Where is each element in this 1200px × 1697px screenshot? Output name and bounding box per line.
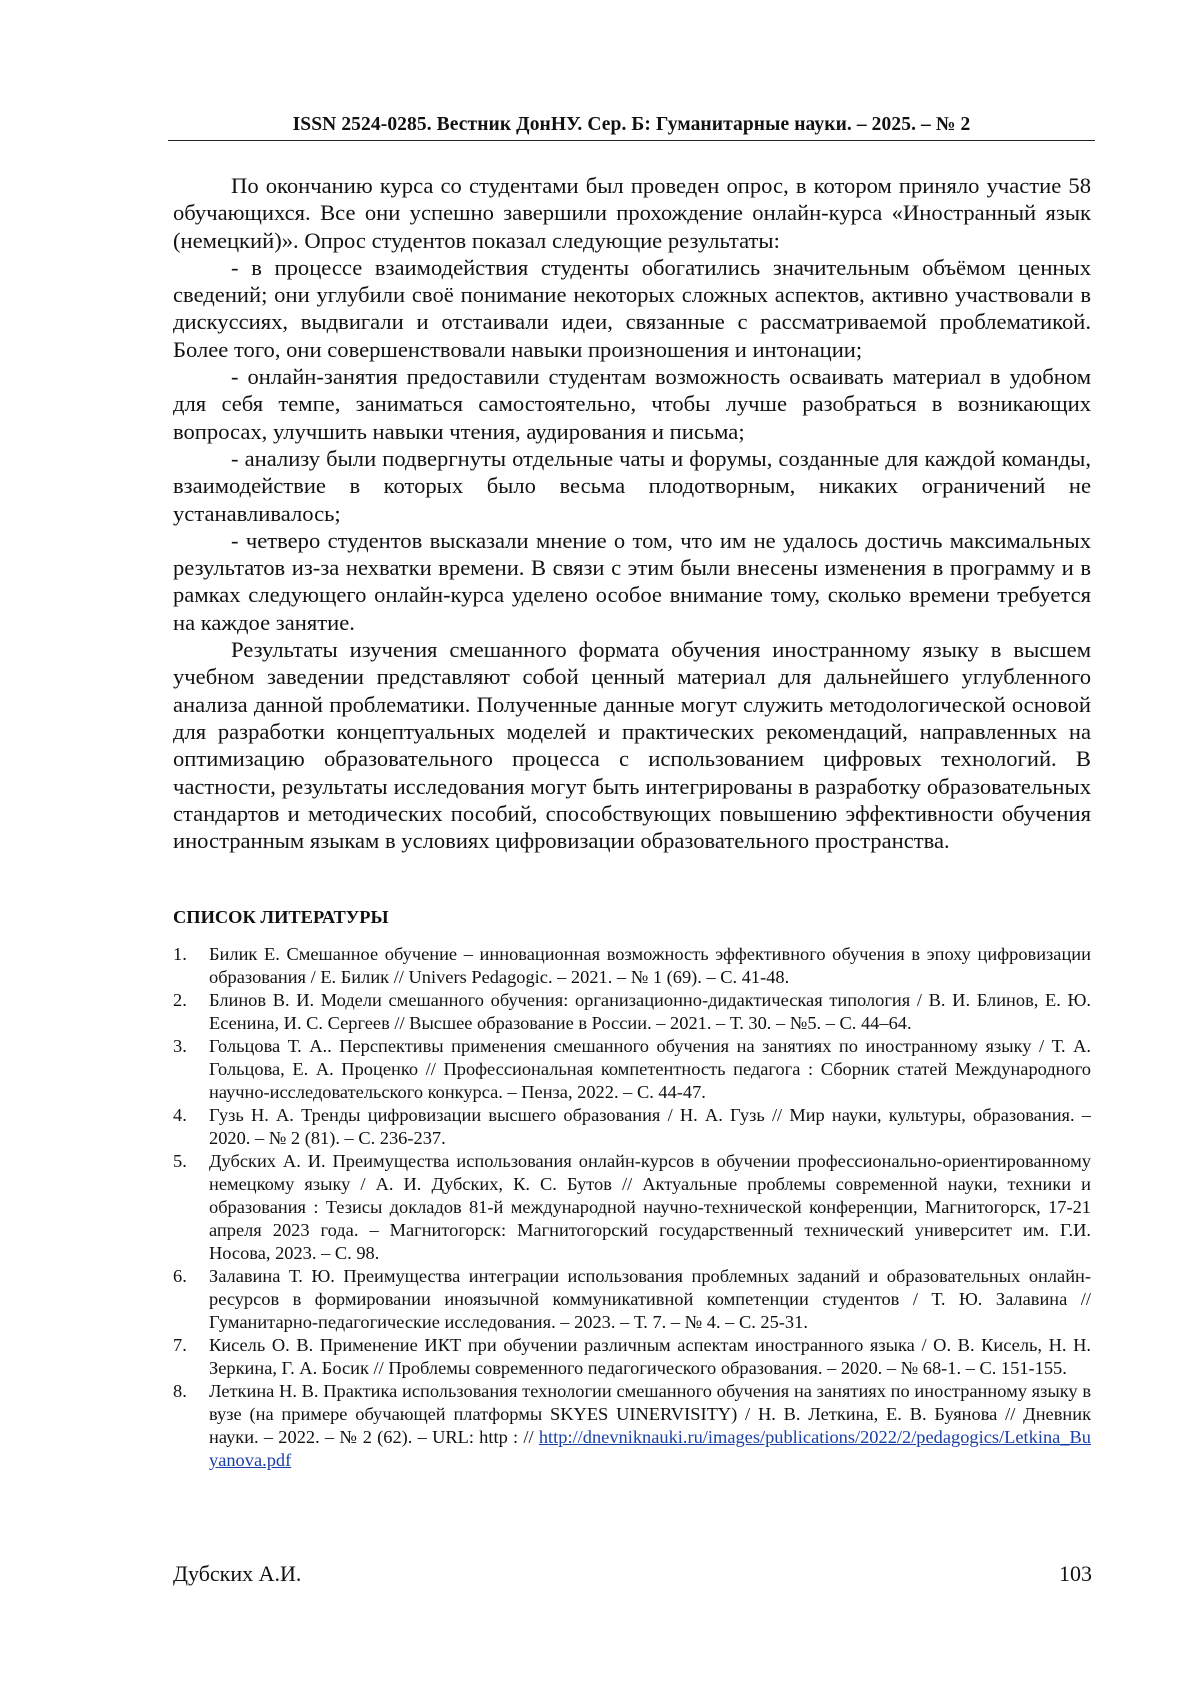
paragraph-result-online-pace: - онлайн-занятия предоставили студентам возможность осваивать материал в удобном для себя темпе, заниматься самостоятельно, чтобы лучше разобраться в возникающих вопросах, улучшить навыки чтения, аудирования и письма; [173, 364, 1091, 444]
reference-text: Леткина Н. В. Практика использования технологии смешанного обучения на занятиях по иностранному языку в вузе (на примере обучающей платформы SKYES UINERVISITY) / Н. В. Леткина, Е. В. Буянова // Дневник науки. – 2022. – № 2 (62). – URL: http : // [209, 1381, 1091, 1447]
reference-text: Кисель О. В. Применение ИКТ при обучении различным аспектам иностранного языка / О. В. Кисель, Н. Н. Зеркина, Г. А. Босик // Проблемы современного педагогического образования. – 2020. – № 68-1. – С. 151-155. [209, 1335, 1091, 1378]
article-body [173, 172, 1091, 854]
reference-item [173, 943, 1091, 989]
paragraph-result-time: - четверо студентов высказали мнение о том, что им не удалось достичь максимальных результатов из-за нехватки времени. В связи с этим были внесены изменения в программу и в рамках следующего онлайн-курса уделено особое внимание тому, сколько времени требуется на каждое занятие. [173, 527, 1091, 635]
reference-number: 6. [173, 1266, 187, 1286]
reference-url-link[interactable]: http://dnevniknauki.ru/images/publications/2022/2/pedagogics/Letkina_Buyanova.pdf [209, 1427, 1091, 1470]
reference-number: 3. [173, 1036, 187, 1056]
reference-text: Залавина Т. Ю. Преимущества интеграции использования проблемных заданий и образовательных онлайн-ресурсов в формировании иноязычной коммуникативной компетенции студентов / Т. Ю. Залавина // Гуманитарно-педагогические исследования. – 2023. – Т. 7. – № 4. – С. 25-31. [209, 1266, 1091, 1332]
header-rule [168, 140, 1095, 141]
references-title: СПИСОК ЛИТЕРАТУРЫ [173, 907, 389, 927]
reference-text: Блинов В. И. Модели смешанного обучения: организационно-дидактическая типология / В. И. Блинов, Е. Ю. Есенина, И. С. Сергеев // Высшее образование в России. – 2021. – Т. 30. – №5. – С. 44–64. [209, 990, 1091, 1033]
references-list [173, 943, 1091, 1472]
reference-text: Гольцова Т. А.. Перспективы применения смешанного обучения на занятиях по иностранному языку / Т. А. Гольцова, Е. А. Проценко // Профессиональная компетентность педагога : Сборник статей Международного научно-исследовательского конкурса. – Пенза, 2022. – С. 44-47. [209, 1036, 1091, 1102]
reference-number: 8. [173, 1381, 187, 1401]
footer-author: Дубских А.И. [173, 1561, 302, 1586]
paragraph-result-interaction: - в процессе взаимодействия студенты обогатились значительным объёмом ценных сведений; они углубили своё понимание некоторых сложных аспектов, активно участвовали в дискуссиях, выдвигали и отстаивали идеи, связанные с рассматриваемой проблематикой. Более того, они совершенствовали навыки произношения и интонации; [173, 254, 1091, 362]
reference-number: 5. [173, 1151, 187, 1171]
reference-text: Дубских А. И. Преимущества использования онлайн-курсов в обучении профессионально-ориентированному немецкому языку / А. И. Дубских, К. С. Бутов // Актуальные проблемы современной науки, техники и образования : Тезисы докладов 81-й международной научно-технической конференции, Магнитогорск, 17-21 апреля 2023 года. – Магнитогорск: Магнитогорский государственный технический университет им. Г.И. Носова, 2023. – С. 98. [209, 1151, 1091, 1263]
journal-header: ISSN 2524-0285. Вестник ДонНУ. Сер. Б: Гуманитарные науки. – 2025. – № 2 [292, 114, 971, 135]
reference-item [173, 1150, 1091, 1265]
reference-item [173, 1265, 1091, 1334]
reference-number: 4. [173, 1105, 187, 1125]
reference-item [173, 1380, 1091, 1472]
reference-item [173, 1104, 1091, 1150]
reference-text: Билик Е. Смешанное обучение – инновационная возможность эффективного обучения в эпоху цифровизации образования / Е. Билик // Univers Pedagogic. – 2021. – № 1 (69). – С. 41-48. [209, 944, 1091, 987]
reference-text: Гузь Н. А. Тренды цифровизации высшего образования / Н. А. Гузь // Мир науки, культуры, образования. – 2020. – № 2 (81). – С. 236-237. [209, 1105, 1091, 1148]
reference-item [173, 989, 1091, 1035]
paragraph-survey-intro: По окончанию курса со студентами был проведен опрос, в котором приняло участие 58 обучающихся. Все они успешно завершили прохождение онлайн-курса «Иностранный язык (немецкий)». Опрос студентов показал следующие результаты: [173, 173, 1091, 253]
page-number: 103 [1059, 1561, 1092, 1586]
reference-item [173, 1334, 1091, 1380]
reference-number: 7. [173, 1335, 187, 1355]
paragraph-conclusion: Результаты изучения смешанного формата обучения иностранному языку в высшем учебном заведении представляют собой ценный материал для дальнейшего углубленного анализа данной проблематики. Полученные данные могут служить методологической основой для разработки концептуальных моделей и практических рекомендаций, направленных на оптимизацию образовательного процесса с использованием цифровых технологий. В частности, результаты исследования могут быть интегрированы в разработку образовательных стандартов и методических пособий, способствующих повышению эффективности обучения иностранным языкам в условиях цифровизации образовательного пространства. [173, 637, 1091, 854]
reference-item [173, 1035, 1091, 1104]
reference-number: 1. [173, 944, 187, 964]
paragraph-result-chats: - анализу были подвергнуты отдельные чаты и форумы, созданные для каждой команды, взаимодействие в которых было весьма плодотворным, никаких ограничений не устанавливалось; [173, 445, 1091, 526]
reference-number: 2. [173, 990, 187, 1010]
